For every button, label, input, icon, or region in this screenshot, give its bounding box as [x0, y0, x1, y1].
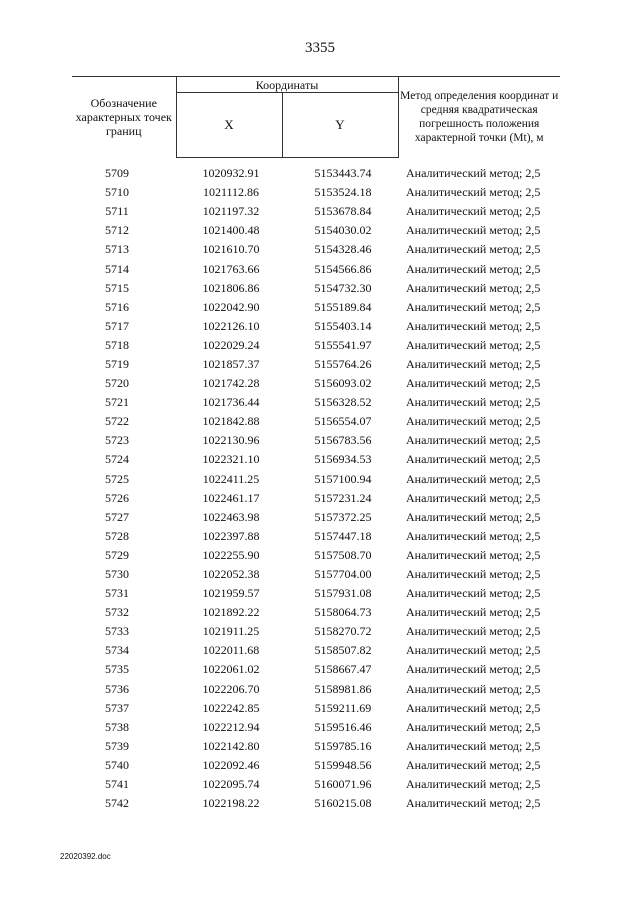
table-row — [72, 737, 560, 756]
cell-x-coordinate: 1022126.10 — [202, 318, 260, 333]
cell-method: Аналитический метод; 2,5 — [406, 395, 541, 410]
cell-y-coordinate: 5156554.07 — [314, 414, 372, 429]
cell-method: Аналитический метод; 2,5 — [406, 452, 541, 467]
cell-method: Аналитический метод; 2,5 — [406, 796, 541, 811]
header-method: Метод определения координат и средняя квадратическая погрешность положения характерной точки (Mt), м — [398, 77, 560, 158]
cell-point-number: 5712 — [105, 223, 129, 238]
cell-y-coordinate: 5154566.86 — [314, 261, 372, 276]
header-y: Y — [282, 93, 398, 158]
cell-x-coordinate: 1022411.25 — [202, 471, 260, 486]
cell-method: Аналитический метод; 2,5 — [406, 490, 541, 505]
cell-point-number: 5730 — [105, 567, 129, 582]
cell-point-number: 5732 — [105, 605, 129, 620]
cell-y-coordinate: 5157447.18 — [314, 528, 372, 543]
cell-y-coordinate: 5156934.53 — [314, 452, 372, 467]
cell-point-number: 5734 — [105, 643, 129, 658]
table-row — [72, 489, 560, 508]
cell-point-number: 5713 — [105, 242, 129, 257]
cell-x-coordinate: 1022095.74 — [202, 777, 260, 792]
cell-y-coordinate: 5153443.74 — [314, 166, 372, 181]
cell-y-coordinate: 5158667.47 — [314, 662, 372, 677]
cell-y-coordinate: 5155764.26 — [314, 356, 372, 371]
cell-method: Аналитический метод; 2,5 — [406, 471, 541, 486]
cell-method: Аналитический метод; 2,5 — [406, 242, 541, 257]
cell-x-coordinate: 1021610.70 — [202, 242, 260, 257]
cell-x-coordinate: 1022142.80 — [202, 738, 260, 753]
cell-method: Аналитический метод; 2,5 — [406, 547, 541, 562]
cell-x-coordinate: 1022061.02 — [202, 662, 260, 677]
table-row — [72, 183, 560, 202]
table-row — [72, 355, 560, 374]
table-row — [72, 279, 560, 298]
cell-y-coordinate: 5156783.56 — [314, 433, 372, 448]
cell-point-number: 5725 — [105, 471, 129, 486]
cell-x-coordinate: 1021763.66 — [202, 261, 260, 276]
cell-point-number: 5738 — [105, 719, 129, 734]
cell-point-number: 5736 — [105, 681, 129, 696]
cell-x-coordinate: 1022092.46 — [202, 757, 260, 772]
cell-y-coordinate: 5155541.97 — [314, 337, 372, 352]
page-number: 3355 — [305, 40, 335, 56]
cell-method: Аналитический метод; 2,5 — [406, 185, 541, 200]
table-row — [72, 680, 560, 699]
cell-point-number: 5718 — [105, 337, 129, 352]
cell-method: Аналитический метод; 2,5 — [406, 643, 541, 658]
cell-x-coordinate: 1022212.94 — [202, 719, 260, 734]
cell-x-coordinate: 1022321.10 — [202, 452, 260, 467]
cell-x-coordinate: 1022042.90 — [202, 299, 260, 314]
cell-point-number: 5726 — [105, 490, 129, 505]
table-row — [72, 374, 560, 393]
table-header — [72, 77, 560, 158]
cell-x-coordinate: 1022198.22 — [202, 796, 260, 811]
header-point-designation: Обозначение характерных точек границ — [72, 77, 176, 158]
table-row — [72, 794, 560, 813]
cell-point-number: 5735 — [105, 662, 129, 677]
cell-point-number: 5715 — [105, 280, 129, 295]
cell-y-coordinate: 5158064.73 — [314, 605, 372, 620]
cell-y-coordinate: 5157931.08 — [314, 586, 372, 601]
cell-method: Аналитический метод; 2,5 — [406, 280, 541, 295]
cell-y-coordinate: 5153678.84 — [314, 204, 372, 219]
table-row — [72, 412, 560, 431]
cell-point-number: 5731 — [105, 586, 129, 601]
table-row — [72, 298, 560, 317]
cell-y-coordinate: 5156328.52 — [314, 395, 372, 410]
cell-x-coordinate: 1022255.90 — [202, 547, 260, 562]
cell-point-number: 5727 — [105, 509, 129, 524]
table-row — [72, 660, 560, 679]
cell-y-coordinate: 5158981.86 — [314, 681, 372, 696]
table-row — [72, 431, 560, 450]
table-row — [72, 450, 560, 469]
cell-method: Аналитический метод; 2,5 — [406, 165, 541, 180]
cell-x-coordinate: 1022397.88 — [202, 528, 260, 543]
cell-point-number: 5739 — [105, 738, 129, 753]
table-row — [72, 718, 560, 737]
table-row — [72, 393, 560, 412]
cell-method: Аналитический метод; 2,5 — [406, 662, 541, 677]
cell-y-coordinate: 5160215.08 — [314, 796, 372, 811]
table-row — [72, 584, 560, 603]
cell-method: Аналитический метод; 2,5 — [406, 318, 541, 333]
cell-y-coordinate: 5154732.30 — [314, 280, 372, 295]
table-body — [72, 158, 560, 814]
table-row — [72, 202, 560, 221]
cell-method: Аналитический метод; 2,5 — [406, 681, 541, 696]
table-row — [72, 240, 560, 259]
cell-method: Аналитический метод; 2,5 — [406, 586, 541, 601]
cell-point-number: 5729 — [105, 547, 129, 562]
cell-method: Аналитический метод; 2,5 — [406, 356, 541, 371]
header-x: X — [176, 93, 282, 158]
cell-point-number: 5722 — [105, 414, 129, 429]
cell-x-coordinate: 1021197.32 — [202, 204, 260, 219]
cell-point-number: 5720 — [105, 376, 129, 391]
cell-x-coordinate: 1021959.57 — [202, 586, 260, 601]
cell-x-coordinate: 1021857.37 — [202, 356, 260, 371]
cell-x-coordinate: 1021806.86 — [202, 280, 260, 295]
cell-method: Аналитический метод; 2,5 — [406, 738, 541, 753]
cell-y-coordinate: 5155403.14 — [314, 318, 372, 333]
table-row — [72, 317, 560, 336]
cell-x-coordinate: 1022206.70 — [202, 681, 260, 696]
cell-point-number: 5721 — [105, 395, 129, 410]
cell-method: Аналитический метод; 2,5 — [406, 605, 541, 620]
cell-method: Аналитический метод; 2,5 — [406, 223, 541, 238]
cell-point-number: 5723 — [105, 433, 129, 448]
cell-y-coordinate: 5157100.94 — [314, 471, 372, 486]
cell-method: Аналитический метод; 2,5 — [406, 777, 541, 792]
cell-method: Аналитический метод; 2,5 — [406, 299, 541, 314]
cell-x-coordinate: 1021892.22 — [202, 605, 260, 620]
cell-y-coordinate: 5158270.72 — [314, 624, 372, 639]
cell-point-number: 5714 — [105, 261, 129, 276]
table-row — [72, 622, 560, 641]
cell-method: Аналитический метод; 2,5 — [406, 509, 541, 524]
cell-y-coordinate: 5159516.46 — [314, 719, 372, 734]
cell-y-coordinate: 5160071.96 — [314, 777, 372, 792]
cell-point-number: 5728 — [105, 528, 129, 543]
cell-x-coordinate: 1022130.96 — [202, 433, 260, 448]
cell-method: Аналитический метод; 2,5 — [406, 261, 541, 276]
cell-x-coordinate: 1022463.98 — [202, 509, 260, 524]
cell-x-coordinate: 1021400.48 — [202, 223, 260, 238]
cell-y-coordinate: 5157508.70 — [314, 547, 372, 562]
cell-x-coordinate: 1021736.44 — [202, 395, 260, 410]
cell-method: Аналитический метод; 2,5 — [406, 337, 541, 352]
cell-point-number: 5741 — [105, 777, 129, 792]
cell-x-coordinate: 1022242.85 — [202, 700, 260, 715]
table-row — [72, 527, 560, 546]
cell-method: Аналитический метод; 2,5 — [406, 719, 541, 734]
cell-y-coordinate: 5154328.46 — [314, 242, 372, 257]
cell-y-coordinate: 5155189.84 — [314, 299, 372, 314]
table-row — [72, 259, 560, 278]
cell-y-coordinate: 5157231.24 — [314, 490, 372, 505]
cell-x-coordinate: 1021742.28 — [202, 376, 260, 391]
cell-y-coordinate: 5157704.00 — [314, 567, 372, 582]
table-row — [72, 565, 560, 584]
cell-method: Аналитический метод; 2,5 — [406, 567, 541, 582]
table-row — [72, 336, 560, 355]
cell-method: Аналитический метод; 2,5 — [406, 376, 541, 391]
cell-method: Аналитический метод; 2,5 — [406, 204, 541, 219]
cell-method: Аналитический метод; 2,5 — [406, 528, 541, 543]
cell-point-number: 5719 — [105, 356, 129, 371]
cell-y-coordinate: 5159211.69 — [314, 700, 372, 715]
cell-point-number: 5742 — [105, 796, 129, 811]
cell-method: Аналитический метод; 2,5 — [406, 414, 541, 429]
table-row — [72, 641, 560, 660]
cell-y-coordinate: 5153524.18 — [314, 185, 372, 200]
cell-x-coordinate: 1021911.25 — [202, 624, 260, 639]
cell-point-number: 5740 — [105, 757, 129, 772]
table-row — [72, 699, 560, 718]
table-row — [72, 775, 560, 794]
cell-x-coordinate: 1022029.24 — [202, 337, 260, 352]
coordinates-table — [72, 76, 560, 813]
cell-method: Аналитический метод; 2,5 — [406, 700, 541, 715]
cell-y-coordinate: 5158507.82 — [314, 643, 372, 658]
cell-method: Аналитический метод; 2,5 — [406, 757, 541, 772]
cell-method: Аналитический метод; 2,5 — [406, 624, 541, 639]
table-row — [72, 546, 560, 565]
cell-point-number: 5710 — [105, 185, 129, 200]
cell-point-number: 5716 — [105, 299, 129, 314]
table-row — [72, 603, 560, 622]
cell-x-coordinate: 1022461.17 — [202, 490, 260, 505]
cell-y-coordinate: 5159948.56 — [314, 757, 372, 772]
header-coordinates: Координаты — [176, 77, 398, 93]
table-row — [72, 508, 560, 527]
cell-point-number: 5709 — [105, 165, 129, 180]
table-row — [72, 158, 560, 184]
footer-document-name: 22020392.doc — [60, 852, 111, 861]
cell-y-coordinate: 5156093.02 — [314, 376, 372, 391]
cell-point-number: 5724 — [105, 452, 129, 467]
cell-x-coordinate: 1021842.88 — [202, 414, 260, 429]
cell-y-coordinate: 5159785.16 — [314, 738, 372, 753]
cell-point-number: 5737 — [105, 700, 129, 715]
cell-x-coordinate: 1022052.38 — [202, 567, 260, 582]
cell-y-coordinate: 5154030.02 — [314, 223, 372, 238]
cell-point-number: 5717 — [105, 318, 129, 333]
cell-y-coordinate: 5157372.25 — [314, 509, 372, 524]
table-row — [72, 756, 560, 775]
cell-point-number: 5733 — [105, 624, 129, 639]
table-row — [72, 221, 560, 240]
cell-x-coordinate: 1021112.86 — [202, 185, 260, 200]
cell-method: Аналитический метод; 2,5 — [406, 433, 541, 448]
cell-x-coordinate: 1020932.91 — [202, 166, 260, 181]
cell-point-number: 5711 — [105, 204, 129, 219]
cell-x-coordinate: 1022011.68 — [202, 643, 260, 658]
table-row — [72, 470, 560, 489]
